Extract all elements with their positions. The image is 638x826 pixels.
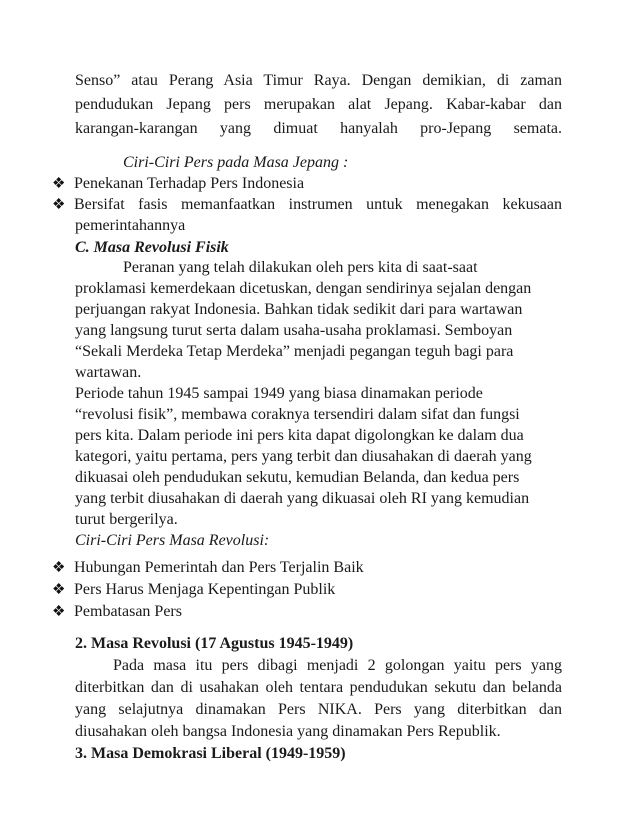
japan-trait-text: Bersifat fasis memanfaatkan instrumen untuk menegakan kekusaan	[74, 196, 562, 213]
japan-trait-text: Penekanan Terhadap Pers Indonesia	[74, 175, 305, 192]
diamond-bullet-icon: ❖	[52, 560, 66, 576]
revolution-trait-item	[52, 602, 182, 622]
section-c-p2-line: kategori, yaitu pertama, pers yang terbit dan diusahakan di daerah yang	[75, 448, 532, 465]
diamond-bullet-icon: ❖	[52, 604, 66, 620]
section-c-p2-line: Periode tahun 1945 sampai 1949 yang biasa dinamakan periode	[75, 385, 483, 402]
revolution-trait-item	[52, 580, 335, 600]
section-c-p1-line: “Sekali Merdeka Tetap Merdeka” menjadi pegangan teguh bagi para	[75, 343, 514, 360]
section-2-line: diusahakan oleh bangsa Indonesia yang dinamakan Pers Republik.	[75, 723, 501, 740]
section-2-line: Pada masa itu pers dibagi menjadi 2 golongan yaitu pers yang	[113, 657, 562, 674]
section-c-p1-line: proklamasi kemerdekaan dicetuskan, dengan sendirinya sejalan dengan	[75, 280, 532, 297]
section-2-line: yang selajutnya dinamakan Pers NIKA. Pers yang diterbitkan dan	[75, 701, 562, 718]
revolution-trait-text: Pembatasan Pers	[74, 603, 182, 620]
revolution-traits-heading: Ciri-Ciri Pers Masa Revolusi:	[75, 532, 270, 549]
section-c-p2-line: “revolusi fisik”, membawa coraknya tersendiri dalam sifat dan fungsi	[75, 406, 520, 423]
japan-trait-continuation: pemerintahannya	[75, 217, 186, 234]
intro-line-2: pendudukan Jepang pers merupakan alat Jepang. Kabar-kabar dan	[75, 96, 562, 113]
section-c-p2-line: turut bergerilya.	[75, 511, 178, 528]
section-c-p1-line: yang langsung turut serta dalam usaha-usaha proklamasi. Semboyan	[75, 322, 513, 339]
section-c-p2-line: pers kita. Dalam periode ini pers kita dapat digolongkan ke dalam dua	[75, 427, 524, 444]
revolution-trait-text: Pers Harus Menjaga Kepentingan Publik	[74, 581, 336, 598]
section-3-heading: 3. Masa Demokrasi Liberal (1949-1959)	[75, 745, 346, 762]
diamond-bullet-icon: ❖	[52, 197, 66, 213]
revolution-trait-item	[52, 558, 364, 578]
japan-traits-heading: Ciri-Ciri Pers pada Masa Jepang :	[123, 154, 349, 171]
diamond-bullet-icon: ❖	[52, 582, 66, 598]
revolution-trait-text: Hubungan Pemerintah dan Pers Terjalin Baik	[74, 559, 364, 576]
section-2-line: diterbitkan dan di usahakan oleh tentara pendudukan sekutu dan belanda	[75, 679, 562, 696]
section-c-p1-line: Peranan yang telah dilakukan oleh pers kita di saat-saat	[123, 259, 478, 276]
section-c-heading: C. Masa Revolusi Fisik	[75, 239, 229, 256]
japan-trait-item	[52, 174, 304, 194]
section-2-heading: 2. Masa Revolusi (17 Agustus 1945-1949)	[75, 635, 354, 652]
section-c-p2-line: dikuasai oleh pendudukan sekutu, kemudian Belanda, dan kedua pers	[75, 469, 520, 486]
section-c-p1-line: perjuangan rakyat Indonesia. Bahkan tidak sedikit dari para wartawan	[75, 301, 523, 318]
diamond-bullet-icon: ❖	[52, 176, 66, 192]
japan-trait-item	[52, 195, 562, 215]
section-c-p1-line: wartawan.	[75, 364, 142, 381]
intro-line-3: karangan-karangan yang dimuat hanyalah pro-Jepang semata.	[75, 120, 562, 137]
section-c-p2-line: yang terbit diusahakan di daerah yang dikuasai oleh RI yang kemudian	[75, 490, 530, 507]
intro-line-1: Senso” atau Perang Asia Timur Raya. Dengan demikian, di zaman	[75, 72, 562, 89]
